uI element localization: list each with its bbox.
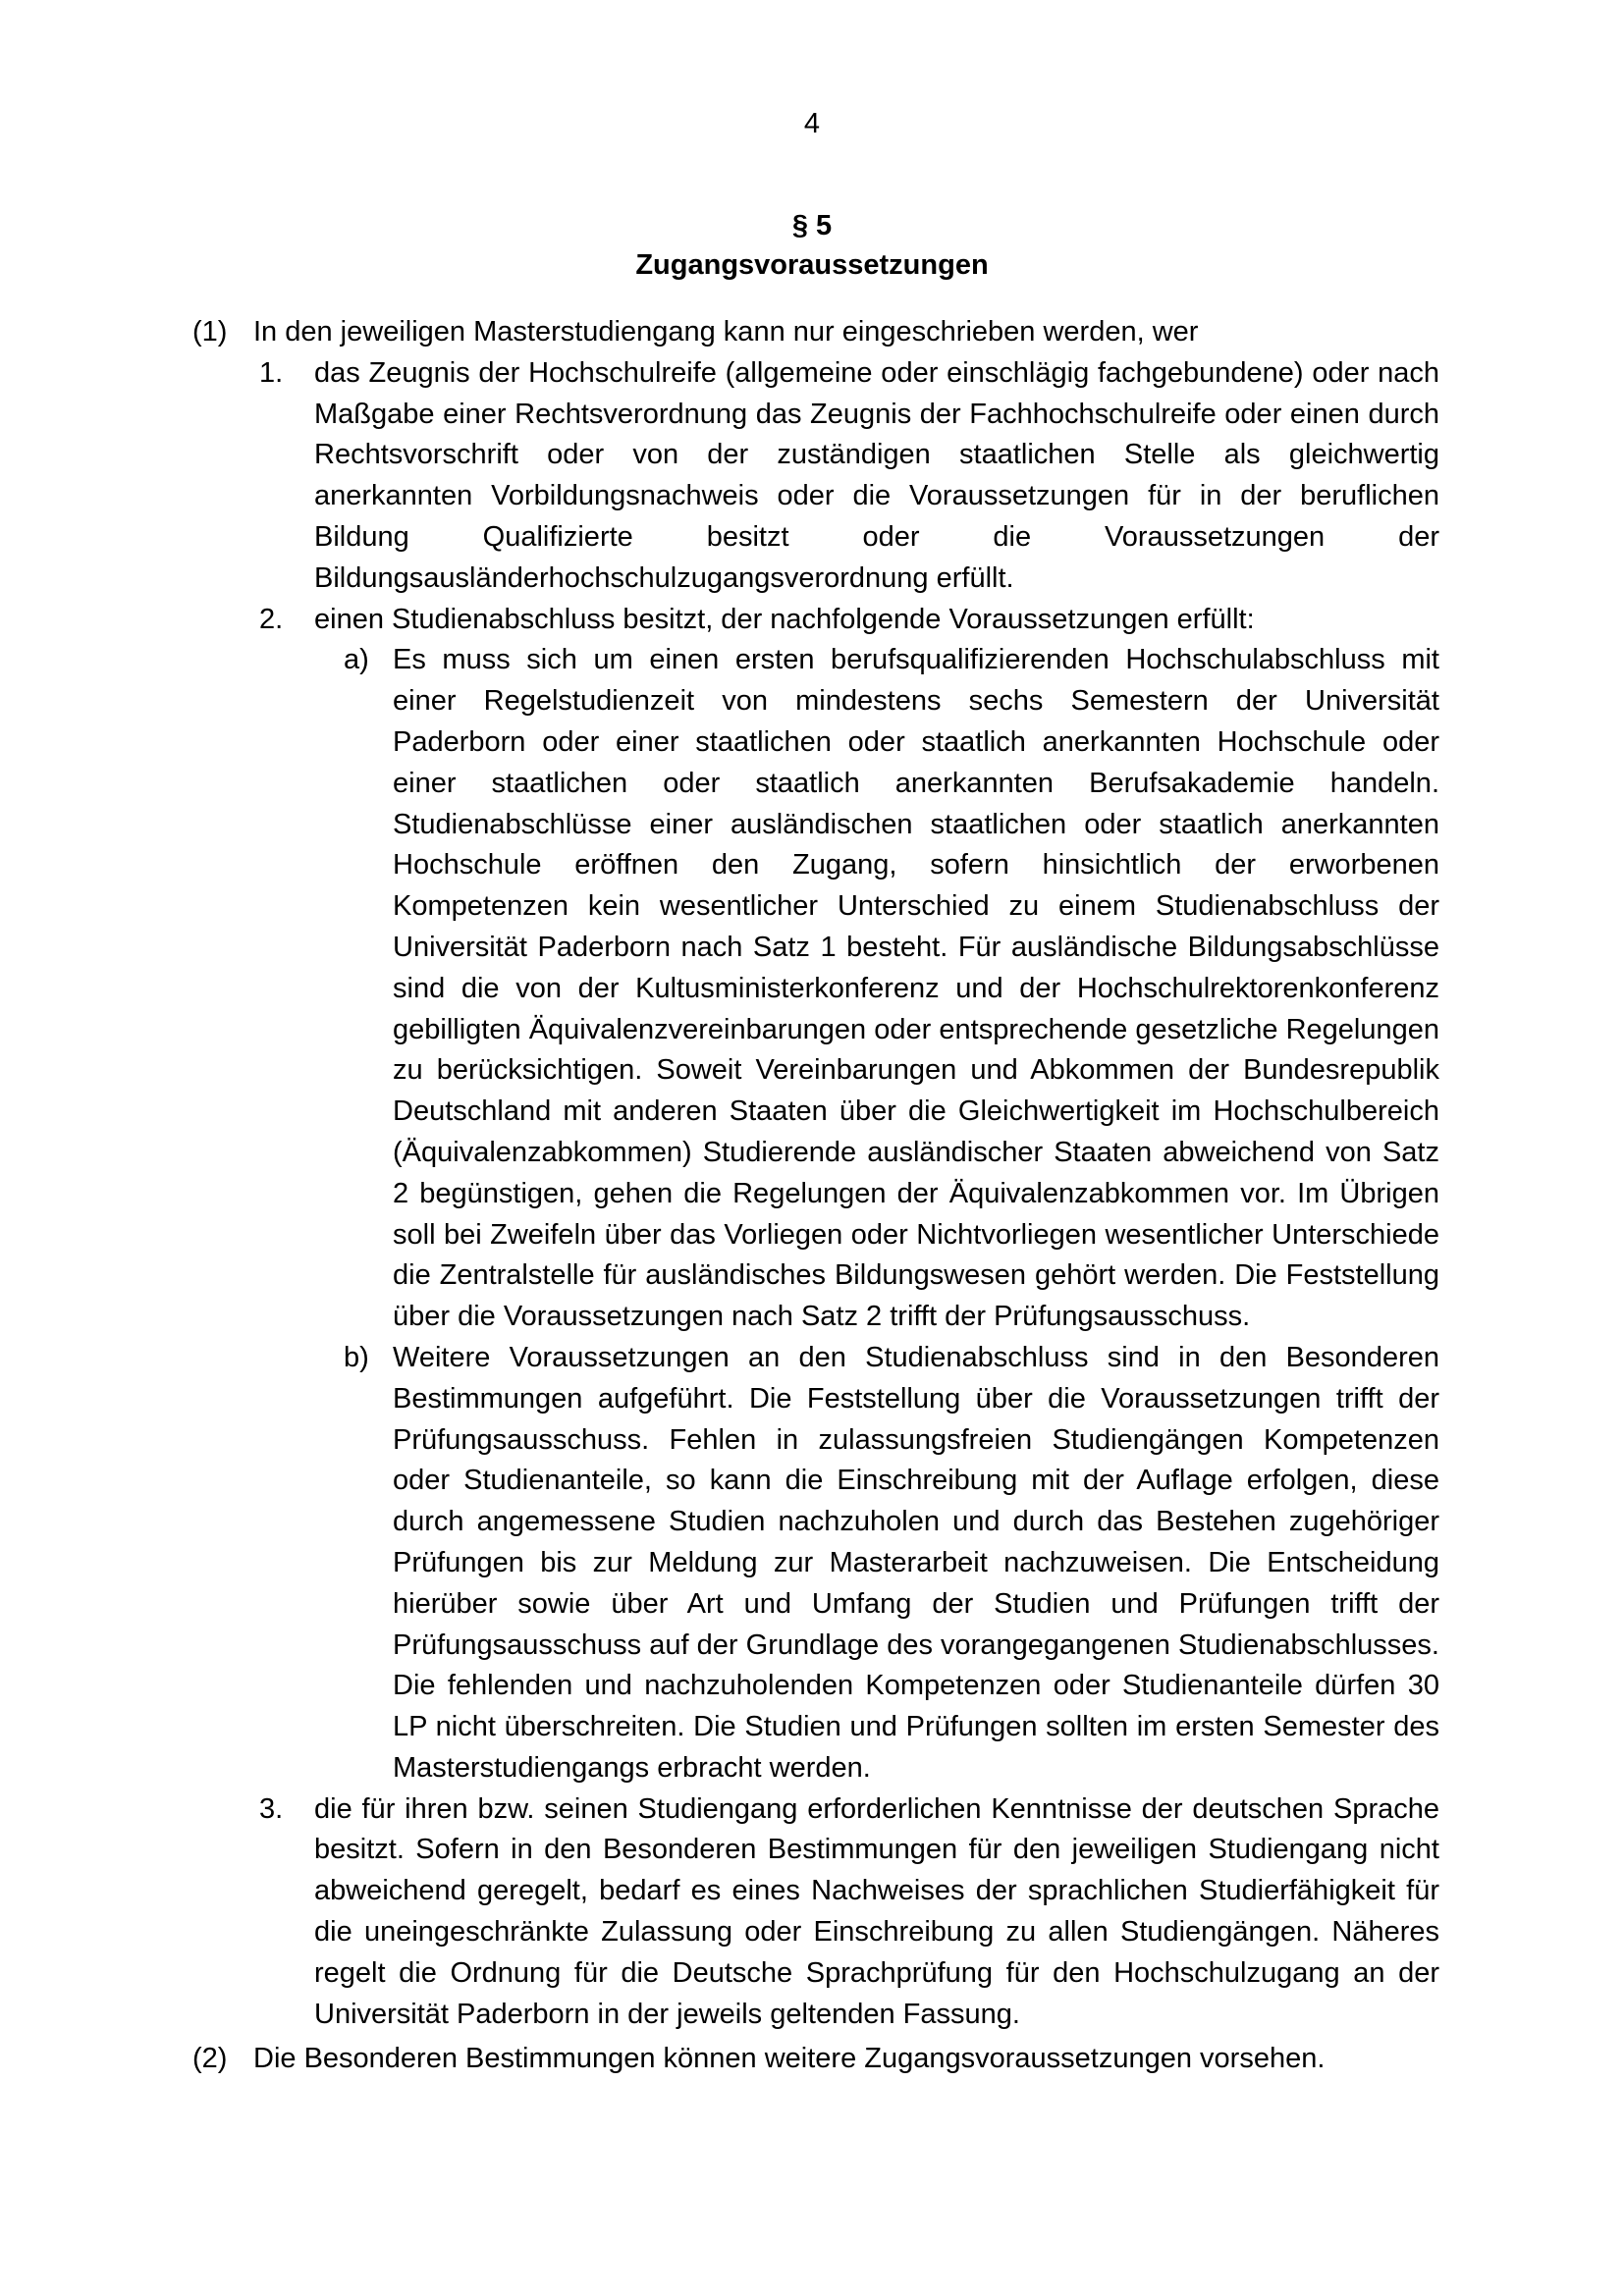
section-body (192, 312, 1439, 2080)
section-symbol: § 5 (791, 210, 833, 241)
sub-requirement-list (314, 640, 1439, 1789)
list-item-number: 2. (259, 603, 284, 635)
sub-item-text: Es muss sich um einen ersten berufsqualifizierenden Hochschulabschluss mit einer Regelstudienzeit von mindestens sechs Semestern der Universität Paderborn oder einer staatlichen oder staatlich anerkannten Hochschule oder einer staatlichen oder staatlich anerkannten Berufsakademie handeln. Studienabschlüsse einer ausländischen staatlichen oder staatlich anerkannten Hochschule eröffnen den Zugang, sofern hinsichtlich der erworbenen Kompetenzen kein wesentlicher Unterschied zu einem Studienabschluss der Universität Paderborn nach Satz 1 besteht. Für ausländische Bildungsabschlüsse sind die von der Kultusministerkonferenz und der Hochschulrektorenkonferenz gebilligten Äquivalenzvereinbarungen oder entsprechende gesetzliche Regelungen zu berücksichtigen. Soweit Vereinbarungen und Abkommen der Bundesrepublik Deutschland mit anderen Staaten über die Gleichwertigkeit im Hochschulbereich (Äquivalenzabkommen) Studierende ausländischer Staaten abweichend von Satz 2 begünstigen, gehen die Regelungen der Äquivalenzabkommen vor. Im Übrigen soll bei Zweifeln über das Vorliegen oder Nichtvorliegen wesentlicher Unterschiede die Zentralstelle für ausländisches Bildungswesen gehört werden. Die Feststellung über die Voraussetzungen nach Satz 2 trifft der Prüfungsausschuss. (393, 644, 1439, 1333)
sub-item-b (314, 1338, 1439, 1789)
sub-item-a (314, 640, 1439, 1338)
paragraph-text: In den jeweiligen Masterstudiengang kann nur eingeschrieben werden, wer (253, 316, 1199, 347)
sub-item-letter: b) (344, 1341, 369, 1373)
section-heading (0, 206, 1624, 285)
list-item-number: 3. (259, 1792, 284, 1825)
list-item-1 (253, 353, 1439, 600)
page-number: 4 (803, 108, 821, 139)
list-item-text: die für ihren bzw. seinen Studiengang erforderlichen Kenntnisse der deutschen Sprache besitzt. Sofern in den Besonderen Bestimmungen für den jeweiligen Studiengang nicht abweichend geregelt, bedarf es eines Nachweises der sprachlichen Studierfähigkeit für die uneingeschränkte Zulassung oder Einschreibung zu allen Studiengängen. Näheres regelt die Ordnung für die Deutsche Sprachprüfung für den Hochschulzugang an der Universität Paderborn in der jeweils geltenden Fassung. (314, 1792, 1439, 2030)
list-item-number: 1. (259, 356, 284, 389)
paragraph-1 (192, 312, 1439, 2035)
paragraph-text: Die Besonderen Bestimmungen können weitere Zugangsvoraussetzungen vorsehen. (253, 2043, 1326, 2075)
list-item-3 (253, 1789, 1439, 2036)
list-item-text: einen Studienabschluss besitzt, der nachfolgende Voraussetzungen erfüllt: (314, 603, 1255, 635)
list-item-2 (253, 600, 1439, 1789)
list-item-text: das Zeugnis der Hochschulreife (allgemeine oder einschlägig fachgebundene) oder nach Maßgabe einer Rechtsverordnung das Zeugnis der Fachhochschulreife oder einen durch Rechtsvorschrift oder von der zuständigen staatlichen Stelle als gleichwertig anerkannten Vorbildungsnachweis oder die Voraussetzungen für in der beruflichen Bildung Qualifizierte besitzt oder die Voraussetzungen der Bildungsausländerhochschulzugangsverordnung erfüllt. (314, 356, 1439, 594)
sub-item-text: Weitere Voraussetzungen an den Studienabschluss sind in den Besonderen Bestimmungen aufgeführt. Die Feststellung über die Voraussetzungen trifft der Prüfungsausschuss. Fehlen in zulassungsfreien Studiengängen Kompetenzen oder Studienanteile, so kann die Einschreibung mit der Auflage erfolgen, diese durch angemessene Studien nachzuholen und durch das Bestehen zugehöriger Prüfungen bis zur Meldung zur Masterarbeit nachzuweisen. Die Entscheidung hierüber sowie über Art und Umfang der Studien und Prüfungen trifft der Prüfungsausschuss auf der Grundlage des vorangegangenen Studienabschlusses. Die fehlenden und nachzuholenden Kompetenzen oder Studienanteile dürfen 30 LP nicht überschreiten. Die Studien und Prüfungen sollten im ersten Semester des Masterstudiengangs erbracht werden. (393, 1341, 1439, 1784)
requirement-list (253, 353, 1439, 2036)
paragraph-2 (192, 2039, 1439, 2080)
paragraph-number: (1) (192, 316, 228, 347)
paragraph-number: (2) (192, 2043, 228, 2075)
section-title: Zugangsvoraussetzungen (635, 249, 989, 281)
sub-item-letter: a) (344, 644, 369, 676)
